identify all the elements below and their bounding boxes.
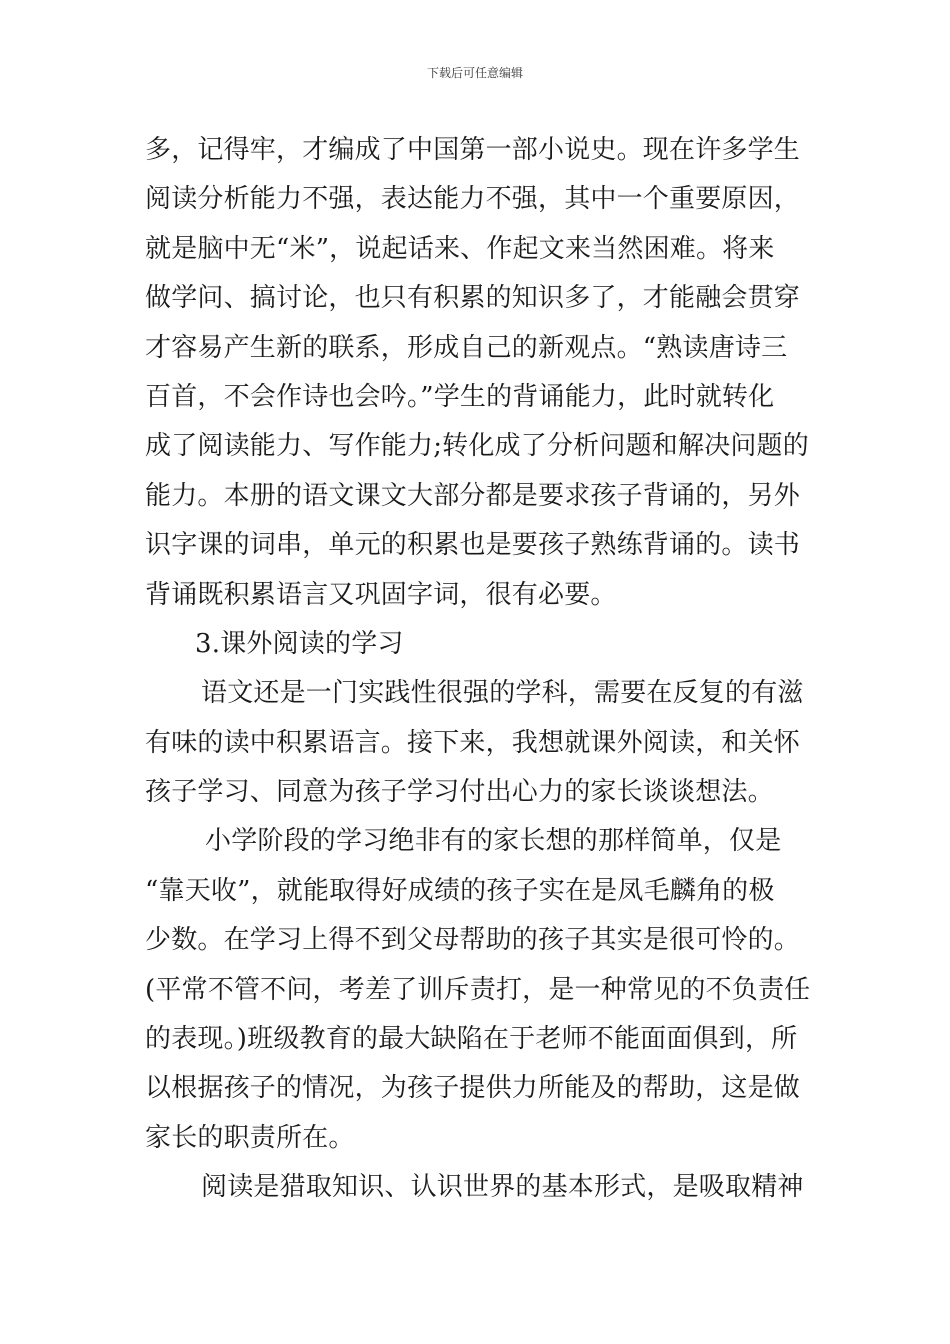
text-line: 背诵既积累语言又巩固字词，很有必要。: [145, 579, 617, 610]
text-line: 小学阶段的学习绝非有的家长想的那样简单，仅是: [205, 826, 782, 857]
text-line: 以根据孩子的情况，为孩子提供力所能及的帮助，这是做: [145, 1073, 801, 1104]
text-line: (平常不管不问，考差了训斥责打，是一种常见的不负责任: [145, 974, 811, 1005]
text-line: 能力。本册的语文课文大部分都是要求孩子背诵的，另外: [145, 480, 801, 511]
body-text: [145, 126, 825, 1213]
text-line: 成了阅读能力、写作能力;转化成了分析问题和解决问题的: [145, 431, 809, 462]
text-line: 阅读是猎取知识、认识世界的基本形式，是吸取精神: [201, 1172, 804, 1203]
text-line: 孩子学习、同意为孩子学习付出心力的家长谈谈想法。: [145, 777, 774, 808]
text-line: 少数。在学习上得不到父母帮助的孩子其实是很可怜的。: [145, 925, 801, 956]
text-line: 家长的职责所在。: [145, 1122, 355, 1153]
text-line: 阅读分析能力不强，表达能力不强，其中一个重要原因，: [145, 184, 801, 215]
text-line: 才容易产生新的联系，形成自己的新观点。“熟读唐诗三: [145, 332, 788, 363]
text-line: 识字课的词串，单元的积累也是要孩子熟练背诵的。读书: [145, 530, 801, 561]
text-line: “靠天收”，就能取得好成绩的孩子实在是凤毛麟角的极: [145, 875, 775, 906]
text-line: 的表现。)班级教育的最大缺陷在于老师不能面面俱到，所: [145, 1024, 798, 1055]
text-line: 多，记得牢，才编成了中国第一部小说史。现在许多学生: [145, 135, 801, 165]
text-line: 做学问、搞讨论，也只有积累的知识多了，才能融会贯穿: [145, 283, 801, 314]
text-line: 就是脑中无“米”，说起话来、作起文来当然困难。将来: [145, 233, 775, 264]
text-line: 语文还是一门实践性很强的学科，需要在反复的有滋: [201, 678, 804, 709]
text-line: 有味的读中积累语言。接下来，我想就课外阅读，和关怀: [145, 727, 801, 758]
text-line: 百首，不会作诗也会吟。”学生的背诵能力，此时就转化: [145, 381, 775, 412]
page-header: 下载后可任意编辑: [426, 66, 523, 80]
section-heading: 3.课外阅读的学习: [195, 628, 404, 659]
